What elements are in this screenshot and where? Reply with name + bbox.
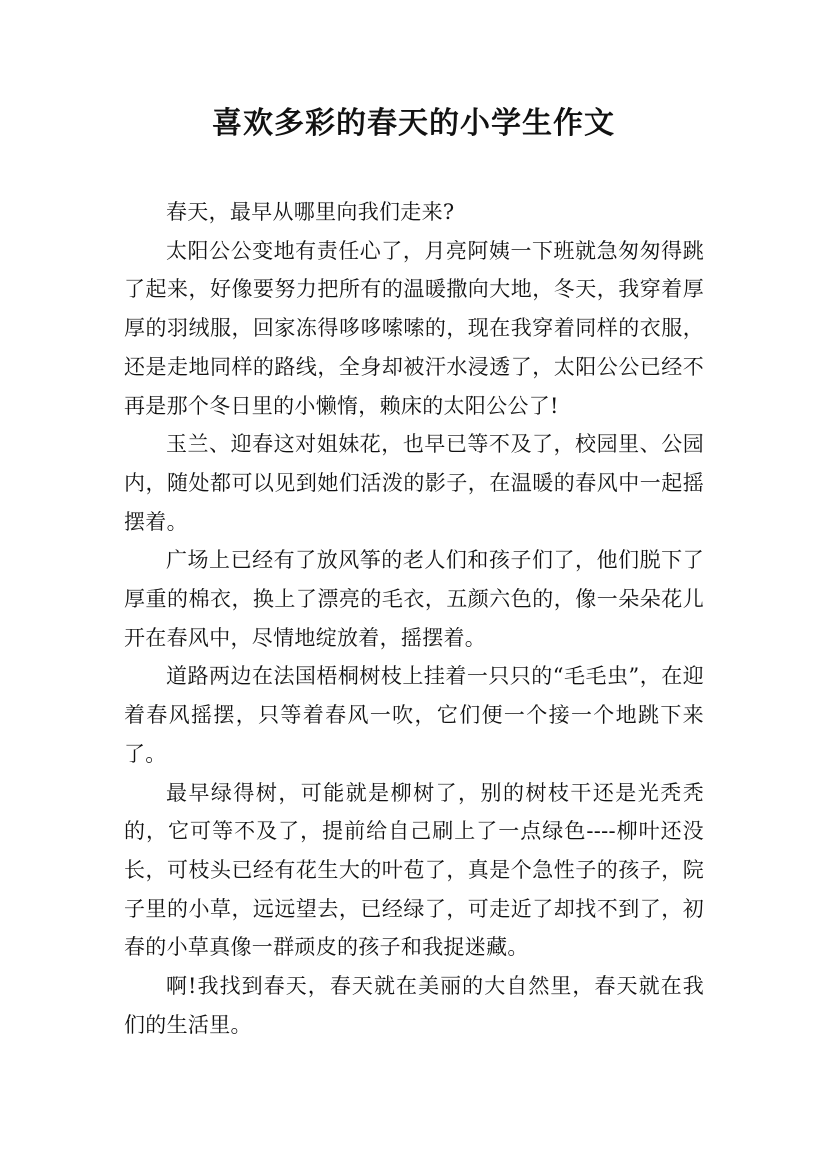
paragraph: 最早绿得树，可能就是柳树了，别的树枝干还是光秃秃的，它可等不及了，提前给自己刷上了一点绿色----柳叶还没长，可枝头已经有花生大的叶苞了，真是个急性子的孩子，院子里的小草，远远望去，已经绿了，可走近了却找不到了，初春的小草真像一群顽皮的孩子和我捉迷藏。 <box>124 780 704 960</box>
paragraph: 道路两边在法国梧桐树枝上挂着一只只的“毛毛虫”，在迎着春风摇摆，只等着春风一吹，它们便一个接一个地跳下来了。 <box>124 664 704 766</box>
paragraph: 广场上已经有了放风筝的老人们和孩子们了，他们脱下了厚重的棉衣，换上了漂亮的毛衣，五颜六色的，像一朵朵花儿开在春风中，尽情地绽放着，摇摆着。 <box>124 548 704 650</box>
paragraph: 太阳公公变地有责任心了，月亮阿姨一下班就急匆匆得跳了起来，好像要努力把所有的温暖撒向大地，冬天，我穿着厚厚的羽绒服，回家冻得哆哆嗦嗦的，现在我穿着同样的衣服，还是走地同样的路线，全身却被汗水浸透了，太阳公公已经不再是那个冬日里的小懒惰，赖床的太阳公公了! <box>124 238 704 418</box>
paragraph: 啊!我找到春天，春天就在美丽的大自然里，春天就在我们的生活里。 <box>124 974 704 1037</box>
paragraph: 玉兰、迎春这对姐妹花，也早已等不及了，校园里、公园内，随处都可以见到她们活泼的影子，在温暖的春风中一起摇摆着。 <box>124 432 704 534</box>
document-title: 喜欢多彩的春天的小学生作文 <box>212 106 615 141</box>
document-body <box>124 193 704 1044</box>
paragraph: 春天，最早从哪里向我们走来? <box>166 200 455 224</box>
